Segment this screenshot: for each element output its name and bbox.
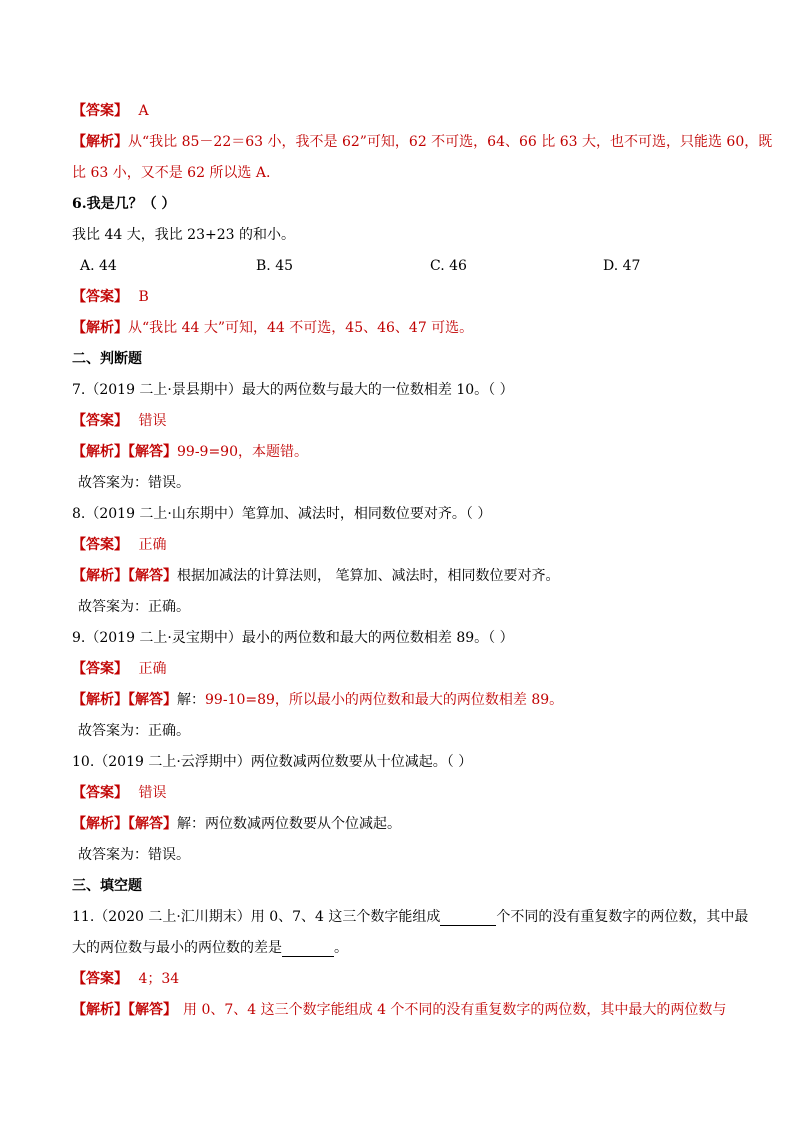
q11-title-line-1 bbox=[72, 902, 749, 933]
q10-explanation-text: 两位数减两位数要从个位减起。 bbox=[205, 816, 401, 832]
section-heading-fill-blank bbox=[72, 871, 724, 902]
q6-title bbox=[72, 189, 724, 220]
q7-conclusion-text: 故答案为：错误。 bbox=[78, 475, 190, 491]
q9-answer-line bbox=[72, 654, 724, 685]
q9-conclusion-text: 故答案为：正确。 bbox=[78, 723, 190, 739]
q8-title-text: 8.（2019 二上·山东期中）笔算加、减法时，相同数位要对齐。（ ） bbox=[72, 506, 492, 522]
q7-title-text: 7.（2019 二上·景县期中）最大的两位数与最大的一位数相差 10。（ ） bbox=[72, 382, 514, 398]
q10-conclusion-text: 故答案为：错误。 bbox=[78, 847, 190, 863]
q6-option-d: D. 47 bbox=[603, 258, 641, 274]
q9-answer: 正确 bbox=[138, 661, 167, 677]
q7-title bbox=[72, 375, 724, 406]
q10-explanation-line bbox=[72, 809, 724, 840]
answer-tag: 【答案】 bbox=[72, 413, 128, 429]
answer-tag: 【答案】 bbox=[72, 971, 128, 987]
q11-title-text-d: 。 bbox=[334, 940, 348, 956]
explanation-tag: 【解析】【解答】 bbox=[72, 816, 177, 832]
q6-description-text: 我比 44 大，我比 23+23 的和小。 bbox=[72, 227, 295, 243]
q5-explanation-line-2 bbox=[72, 158, 724, 189]
q9-title bbox=[72, 623, 724, 654]
q11-title-line-2 bbox=[72, 933, 724, 964]
explanation-tag: 【解析】【解答】 bbox=[72, 692, 177, 708]
q5-explanation-text-1: 从“我比 85－22＝63 小，我不是 62”可知，62 不可选，64、66 比 63 大，也不可选，只能选 60，既 bbox=[128, 134, 773, 150]
explanation-tag: 【解析】【解答】 bbox=[72, 1002, 177, 1018]
q9-explanation-text: 99-10=89，所以最小的两位数和最大的两位数相差 89。 bbox=[205, 692, 564, 708]
q7-explanation-text: 99-9=90，本题错。 bbox=[177, 444, 308, 460]
q11-explanation-line bbox=[72, 995, 727, 1026]
explanation-tag: 【解析】 bbox=[72, 134, 128, 150]
q8-title bbox=[72, 499, 724, 530]
q6-answer: B bbox=[138, 289, 149, 305]
q8-answer: 正确 bbox=[138, 537, 167, 553]
q10-conclusion bbox=[72, 840, 724, 871]
q6-description bbox=[72, 220, 724, 251]
q6-title-text: 6.我是几？（ ） bbox=[72, 196, 176, 212]
q9-conclusion bbox=[72, 716, 724, 747]
answer-tag: 【答案】 bbox=[72, 661, 128, 677]
section-heading-judgement bbox=[72, 344, 724, 375]
q10-answer-line bbox=[72, 778, 724, 809]
q8-conclusion-text: 故答案为：正确。 bbox=[78, 599, 190, 615]
answer-tag: 【答案】 bbox=[72, 289, 128, 305]
q8-conclusion bbox=[72, 592, 724, 623]
document-page bbox=[72, 96, 773, 1026]
q8-explanation-text: 根据加减法的计算法则， 笔算加、减法时，相同数位要对齐。 bbox=[177, 568, 560, 584]
q5-explanation-line-1 bbox=[72, 127, 773, 158]
q7-conclusion bbox=[72, 468, 724, 499]
explanation-tag: 【解析】 bbox=[72, 320, 128, 336]
q9-explanation-line bbox=[72, 685, 724, 716]
section-3-title: 三、填空题 bbox=[72, 878, 142, 894]
q5-answer-line bbox=[72, 96, 724, 127]
q10-title bbox=[72, 747, 724, 778]
q8-explanation-line bbox=[72, 561, 724, 592]
q11-explanation-text: 用 0、7、4 这三个数字能组成 4 个不同的没有重复数字的两位数，其中最大的两位数与 bbox=[183, 1002, 727, 1018]
q6-option-c: C. 46 bbox=[430, 258, 467, 274]
q11-blank-2 bbox=[282, 940, 334, 957]
q8-answer-line bbox=[72, 530, 724, 561]
q9-explanation-prefix: 解： bbox=[177, 692, 205, 708]
q11-title-text-b: 个不同的没有重复数字的两位数，其中最 bbox=[496, 909, 749, 925]
q10-title-text: 10.（2019 二上·云浮期中）两位数减两位数要从十位减起。（ ） bbox=[72, 754, 473, 770]
explanation-tag: 【解析】【解答】 bbox=[72, 568, 177, 584]
q11-answer-line bbox=[72, 964, 724, 995]
q6-options bbox=[72, 251, 724, 282]
q7-explanation-line bbox=[72, 437, 724, 468]
q6-explanation-text: 从“我比 44 大”可知，44 不可选，45、46、47 可选。 bbox=[128, 320, 474, 336]
q11-answer: 4；34 bbox=[138, 971, 180, 987]
q9-title-text: 9.（2019 二上·灵宝期中）最小的两位数和最大的两位数相差 89。（ ） bbox=[72, 630, 514, 646]
answer-tag: 【答案】 bbox=[72, 537, 128, 553]
q5-explanation-text-2: 比 63 小，又不是 62 所以选 A. bbox=[72, 165, 271, 181]
q11-title-text-a: 11.（2020 二上·汇川期末）用 0、7、4 这三个数字能组成 bbox=[72, 909, 441, 925]
q7-answer: 错误 bbox=[138, 413, 167, 429]
answer-tag: 【答案】 bbox=[72, 785, 128, 801]
q6-explanation-line bbox=[72, 313, 724, 344]
q10-explanation-prefix: 解： bbox=[177, 816, 205, 832]
q6-option-a: A. 44 bbox=[80, 258, 117, 274]
section-2-title: 二、判断题 bbox=[72, 351, 142, 367]
q11-title-text-c: 大的两位数与最小的两位数的差是 bbox=[72, 940, 282, 956]
q5-answer: A bbox=[138, 103, 149, 119]
answer-tag: 【答案】 bbox=[72, 103, 128, 119]
q7-answer-line bbox=[72, 406, 724, 437]
q11-blank-1 bbox=[440, 909, 496, 926]
explanation-tag: 【解析】【解答】 bbox=[72, 444, 177, 460]
q6-option-b: B. 45 bbox=[256, 258, 294, 274]
q10-answer: 错误 bbox=[138, 785, 167, 801]
q6-answer-line bbox=[72, 282, 724, 313]
